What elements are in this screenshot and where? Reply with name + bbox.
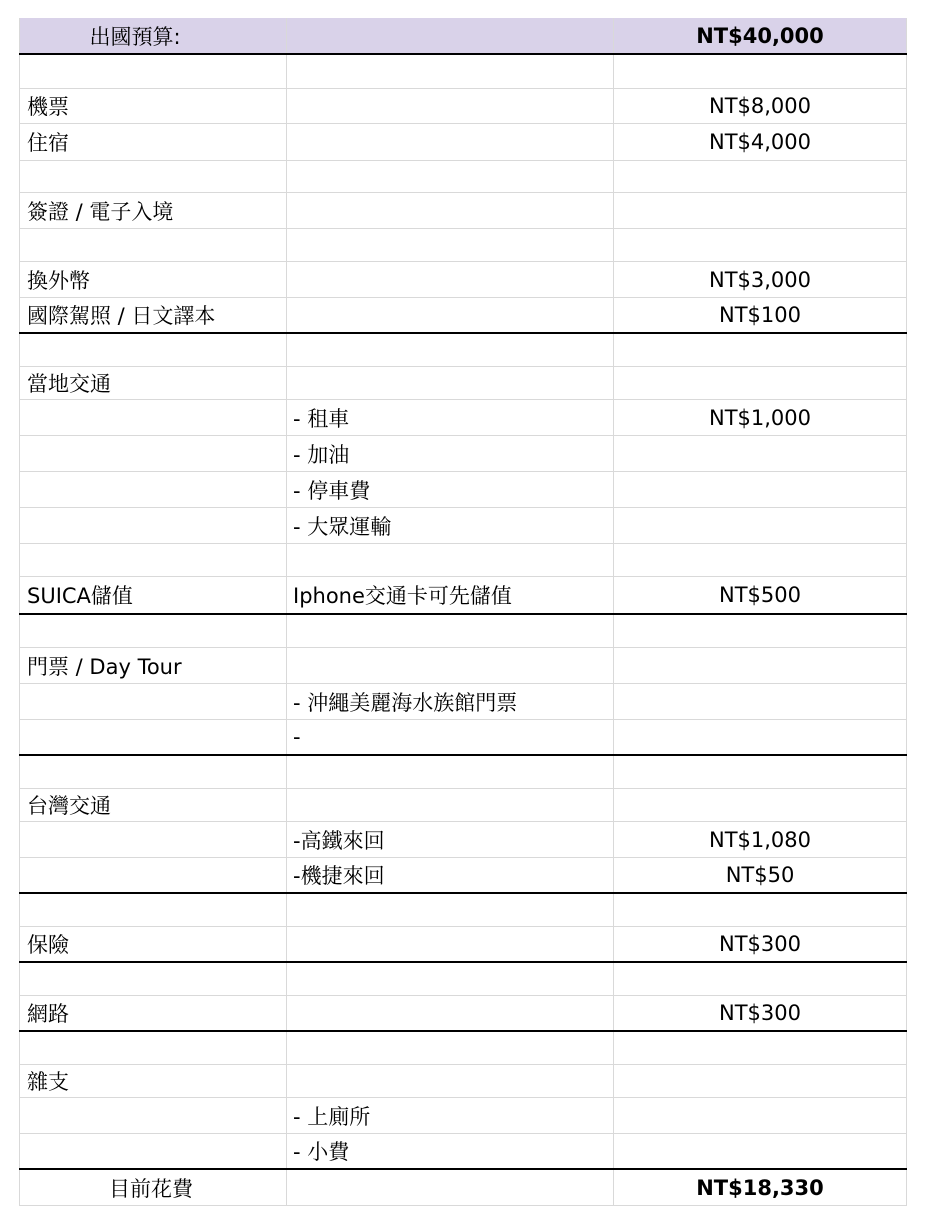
table-row [19,89,907,124]
table-row [19,789,907,822]
item-cell[interactable]: 台灣交通 [19,789,287,821]
item-cell[interactable]: 機票 [19,89,287,123]
item-cell[interactable] [19,1134,287,1168]
amount-cell[interactable]: NT$3,000 [614,262,907,297]
table-row [19,1098,907,1134]
amount-cell[interactable]: NT$50 [614,858,907,892]
note-cell[interactable]: - 大眾運輸 [287,508,614,543]
table-row [19,55,907,89]
header-row [19,18,907,55]
amount-cell[interactable] [614,684,907,719]
table-row [19,472,907,508]
note-cell[interactable]: - [287,720,614,754]
table-row [19,1065,907,1098]
table-row [19,963,907,996]
footer-empty-cell[interactable] [287,1170,614,1205]
item-cell[interactable] [19,1032,287,1064]
spent-total-cell[interactable]: NT$18,330 [614,1170,907,1205]
note-cell[interactable] [287,1065,614,1097]
amount-cell[interactable] [614,1098,907,1133]
header-empty-cell[interactable] [287,18,614,53]
amount-cell[interactable]: NT$300 [614,927,907,961]
amount-cell[interactable]: NT$8,000 [614,89,907,123]
note-cell[interactable] [287,756,614,788]
amount-cell[interactable] [614,963,907,995]
table-row [19,298,907,334]
note-cell[interactable]: - 上廁所 [287,1098,614,1133]
item-cell[interactable] [19,334,287,366]
note-cell[interactable]: - 沖繩美麗海水族館門票 [287,684,614,719]
note-cell[interactable] [287,789,614,821]
note-cell[interactable] [287,894,614,926]
note-cell[interactable] [287,996,614,1030]
item-cell[interactable]: 雜支 [19,1065,287,1097]
item-cell[interactable]: 當地交通 [19,367,287,399]
item-cell[interactable] [19,615,287,647]
amount-cell[interactable] [614,756,907,788]
note-cell[interactable] [287,544,614,576]
amount-cell[interactable] [614,508,907,543]
table-row [19,894,907,927]
amount-cell[interactable] [614,1065,907,1097]
item-cell[interactable] [19,822,287,857]
note-cell[interactable] [287,334,614,366]
note-cell[interactable] [287,1032,614,1064]
note-cell[interactable] [287,298,614,332]
note-cell[interactable]: -機捷來回 [287,858,614,892]
amount-cell[interactable] [614,436,907,471]
note-cell[interactable] [287,89,614,123]
note-cell[interactable]: -高鐵來回 [287,822,614,857]
amount-cell[interactable] [614,472,907,507]
amount-cell[interactable] [614,367,907,399]
amount-cell[interactable] [614,55,907,88]
table-row [19,334,907,367]
note-cell[interactable] [287,193,614,228]
budget-spreadsheet [19,18,907,1206]
table-row [19,996,907,1032]
item-cell[interactable] [19,400,287,435]
budget-rows [19,55,907,1170]
table-row [19,1134,907,1170]
item-cell[interactable]: 網路 [19,996,287,1030]
note-cell[interactable] [287,615,614,647]
table-row [19,822,907,858]
table-row [19,1032,907,1065]
item-cell[interactable] [19,436,287,471]
note-cell[interactable] [287,648,614,683]
budget-total-cell[interactable]: NT$40,000 [614,18,907,53]
note-cell[interactable] [287,229,614,261]
note-cell[interactable]: - 小費 [287,1134,614,1168]
amount-cell[interactable] [614,648,907,683]
note-cell[interactable]: - 停車費 [287,472,614,507]
item-cell[interactable] [19,684,287,719]
item-cell[interactable]: 國際駕照 / 日文譯本 [19,298,287,332]
item-cell[interactable] [19,544,287,576]
amount-cell[interactable] [614,1134,907,1168]
note-cell[interactable] [287,262,614,297]
item-cell[interactable] [19,756,287,788]
amount-cell[interactable] [614,1032,907,1064]
table-row [19,508,907,544]
table-row [19,400,907,436]
item-cell[interactable] [19,1098,287,1133]
amount-cell[interactable]: NT$300 [614,996,907,1030]
note-cell[interactable]: - 租車 [287,400,614,435]
amount-cell[interactable]: NT$1,000 [614,400,907,435]
item-cell[interactable]: 換外幣 [19,262,287,297]
note-cell[interactable] [287,927,614,961]
budget-label-cell[interactable]: 出國預算: [19,18,287,53]
note-cell[interactable] [287,161,614,192]
note-cell[interactable]: - 加油 [287,436,614,471]
amount-cell[interactable] [614,193,907,228]
item-cell[interactable]: 住宿 [19,124,287,160]
amount-cell[interactable]: NT$1,080 [614,822,907,857]
amount-cell[interactable]: NT$4,000 [614,124,907,160]
amount-cell[interactable] [614,161,907,192]
table-row [19,720,907,756]
table-row [19,544,907,577]
table-row [19,927,907,963]
item-cell[interactable] [19,894,287,926]
item-cell[interactable] [19,55,287,88]
spent-label-cell[interactable]: 目前花費 [19,1170,287,1205]
table-row [19,436,907,472]
note-cell[interactable] [287,963,614,995]
amount-cell[interactable] [614,894,907,926]
note-cell[interactable]: Iphone交通卡可先儲值 [287,577,614,613]
table-row [19,124,907,161]
item-cell[interactable] [19,963,287,995]
table-row [19,161,907,193]
table-row [19,615,907,648]
note-cell[interactable] [287,124,614,160]
item-cell[interactable]: SUICA儲值 [19,577,287,613]
table-row [19,262,907,298]
footer-row [19,1170,907,1206]
table-row [19,577,907,615]
table-row [19,648,907,684]
amount-cell[interactable]: NT$100 [614,298,907,332]
amount-cell[interactable] [614,334,907,366]
amount-cell[interactable] [614,720,907,754]
item-cell[interactable]: 簽證 / 電子入境 [19,193,287,228]
table-row [19,193,907,229]
item-cell[interactable]: 門票 / Day Tour [19,648,287,683]
amount-cell[interactable] [614,544,907,576]
table-row [19,229,907,262]
amount-cell[interactable] [614,789,907,821]
table-row [19,684,907,720]
item-cell[interactable] [19,229,287,261]
table-row [19,756,907,789]
item-cell[interactable] [19,508,287,543]
item-cell[interactable]: 保險 [19,927,287,961]
amount-cell[interactable] [614,229,907,261]
table-row [19,367,907,400]
item-cell[interactable] [19,720,287,754]
item-cell[interactable] [19,161,287,192]
note-cell[interactable] [287,55,614,88]
item-cell[interactable] [19,472,287,507]
amount-cell[interactable] [614,615,907,647]
note-cell[interactable] [287,367,614,399]
item-cell[interactable] [19,858,287,892]
amount-cell[interactable]: NT$500 [614,577,907,613]
table-row [19,858,907,894]
